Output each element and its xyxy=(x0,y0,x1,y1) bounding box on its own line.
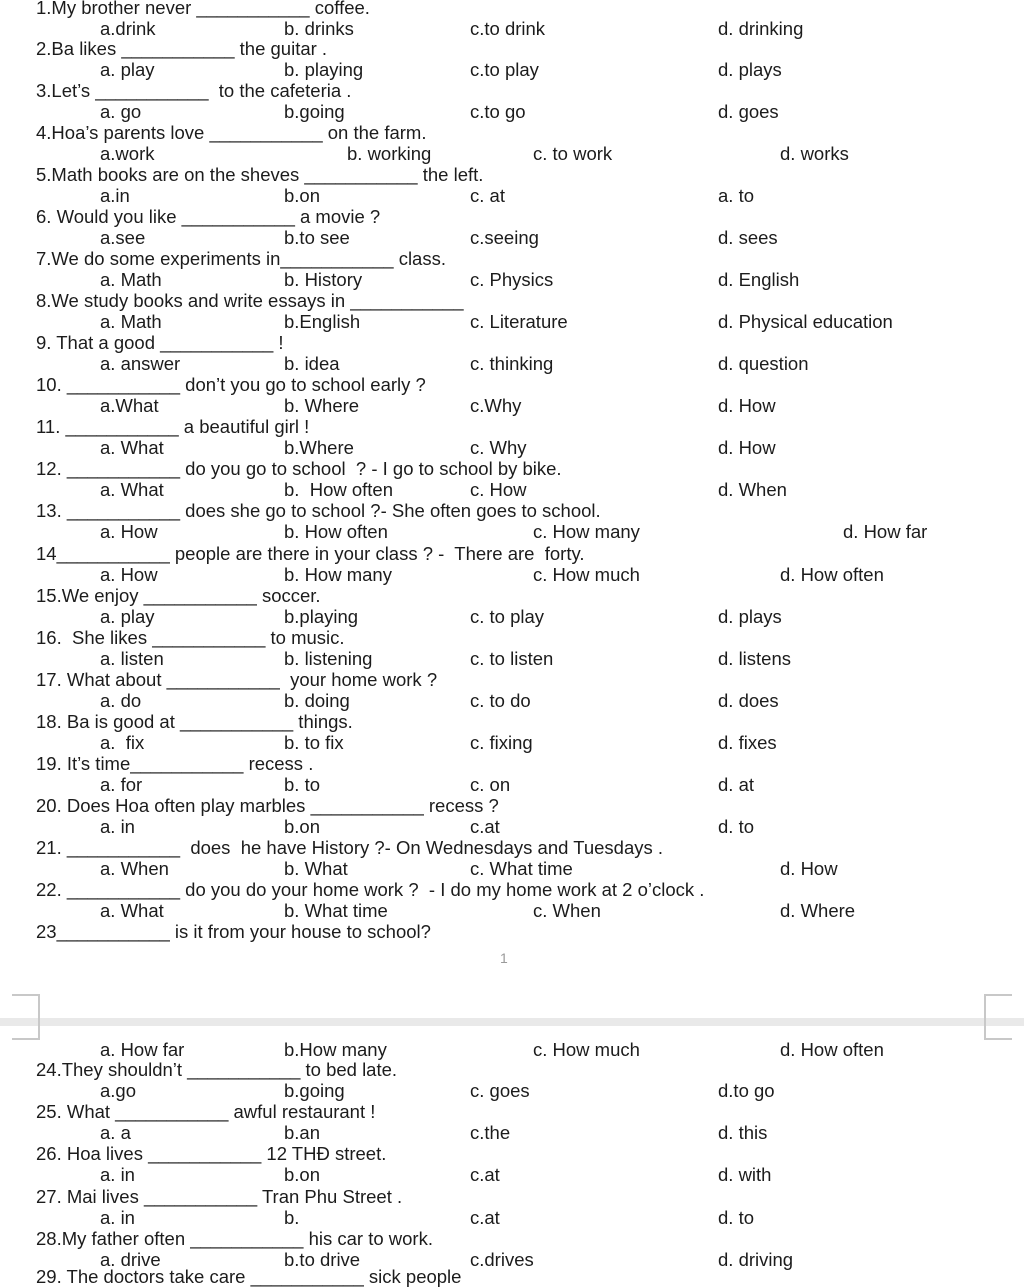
answer-option-b: b. How often xyxy=(284,521,388,542)
answer-option-c: c.seeing xyxy=(470,227,539,248)
answer-option-c: c. to play xyxy=(470,606,545,627)
answer-option-a: a. What xyxy=(100,437,164,458)
question-stem: 25. What ___________ awful restaurant ! xyxy=(36,1101,376,1122)
question-stem: 2.Ba likes ___________ the guitar . xyxy=(36,38,328,59)
question-stem: 3.Let’s ___________ to the cafeteria . xyxy=(36,80,352,101)
question-stem: 5.Math books are on the sheves ___________ the left. xyxy=(36,164,484,185)
answer-option-c: c.at xyxy=(470,1164,500,1185)
answer-option-c: c.to drink xyxy=(470,18,546,39)
question-stem: 15.We enjoy ___________ soccer. xyxy=(36,585,321,606)
answer-option-c: c. on xyxy=(470,774,511,795)
answer-option-a: a.go xyxy=(100,1080,137,1101)
answer-option-a: a.drink xyxy=(100,18,156,39)
answer-option-a: a. for xyxy=(100,774,143,795)
answer-option-b: b. idea xyxy=(284,353,340,374)
answer-option-b: b. to fix xyxy=(284,732,344,753)
answer-option-b: b.Where xyxy=(284,437,354,458)
answer-option-b: b. How often xyxy=(284,479,394,500)
answer-option-d: d. goes xyxy=(718,101,779,122)
answer-option-b: b.going xyxy=(284,1080,345,1101)
answer-option-a: a. answer xyxy=(100,353,181,374)
answer-option-a: a. do xyxy=(100,690,142,711)
answer-option-b: b. working xyxy=(347,143,432,164)
answer-option-c: c.drives xyxy=(470,1249,534,1270)
question-stem: 22. ___________ do you do your home work ? - I do my home work at 2 o’clock . xyxy=(36,879,705,900)
answer-option-d: d. at xyxy=(718,774,754,795)
page-corner-mark xyxy=(984,1026,1012,1040)
answer-option-d: d. plays xyxy=(718,606,782,627)
answer-option-a: a. a xyxy=(100,1122,131,1143)
answer-option-b: b.to see xyxy=(284,227,350,248)
page-separator xyxy=(0,1018,1024,1026)
answer-option-a: a.work xyxy=(100,143,155,164)
answer-option-b: b.on xyxy=(284,1164,321,1185)
answer-option-d: d. When xyxy=(718,479,787,500)
answer-option-c: c.Why xyxy=(470,395,522,416)
question-stem: 27. Mai lives ___________ Tran Phu Street . xyxy=(36,1186,403,1207)
answer-option-a: a. listen xyxy=(100,648,164,669)
question-stem: 1.My brother never ___________ coffee. xyxy=(36,0,370,18)
answer-option-b: b. playing xyxy=(284,59,364,80)
answer-option-a: a. How xyxy=(100,564,158,585)
question-stem: 12. ___________ do you go to school ? - I go to school by bike. xyxy=(36,458,562,479)
answer-option-b: b.English xyxy=(284,311,361,332)
question-stem: 26. Hoa lives ___________ 12 THĐ street. xyxy=(36,1143,387,1164)
answer-option-c: c. When xyxy=(533,900,601,921)
page-corner-mark xyxy=(12,994,40,1026)
answer-option-b: b. to xyxy=(284,774,320,795)
answer-option-a: a. go xyxy=(100,101,142,122)
answer-option-d: d. listens xyxy=(718,648,792,669)
answer-option-d: d. English xyxy=(718,269,800,290)
answer-option-d: d. fixes xyxy=(718,732,777,753)
answer-option-a: a. play xyxy=(100,606,155,627)
question-stem: 20. Does Hoa often play marbles ___________ recess ? xyxy=(36,795,499,816)
answer-option-a: a. in xyxy=(100,1164,135,1185)
answer-option-d: d. How xyxy=(780,858,838,879)
answer-option-c: c.the xyxy=(470,1122,511,1143)
answer-option-d: d. Where xyxy=(780,900,856,921)
question-stem: 21. ___________ does he have History ?- On Wednesdays and Tuesdays . xyxy=(36,837,664,858)
answer-option-d: d. works xyxy=(780,143,849,164)
answer-option-a: a. fix xyxy=(100,732,145,753)
answer-option-b: b.an xyxy=(284,1122,321,1143)
answer-option-d: d. How xyxy=(718,437,776,458)
answer-option-b: b. Where xyxy=(284,395,360,416)
answer-option-d: d. question xyxy=(718,353,809,374)
answer-option-d: d. How far xyxy=(843,521,928,542)
answer-option-a: a.see xyxy=(100,227,146,248)
answer-option-c: c. Why xyxy=(470,437,527,458)
answer-option-b: b. xyxy=(284,1207,300,1228)
question-stem: 28.My father often ___________ his car to work. xyxy=(36,1228,433,1249)
answer-option-a: a. in xyxy=(100,816,135,837)
question-stem: 10. ___________ don’t you go to school early ? xyxy=(36,374,426,395)
answer-option-c: c. goes xyxy=(470,1080,530,1101)
answer-option-b: b. listening xyxy=(284,648,373,669)
answer-option-b: b. What time xyxy=(284,900,388,921)
question-stem: 7.We do some experiments in___________ class. xyxy=(36,248,446,269)
answer-option-d: d. to xyxy=(718,816,754,837)
answer-option-c: c. to work xyxy=(533,143,613,164)
answer-option-d: d. How often xyxy=(780,1039,884,1060)
answer-option-d: d. with xyxy=(718,1164,772,1185)
answer-option-d: d. How often xyxy=(780,564,884,585)
cut-off-question: 29. The doctors take care ___________ sick people xyxy=(36,1266,462,1287)
answer-option-c: c.to go xyxy=(470,101,526,122)
question-stem: 9. That a good ___________ ! xyxy=(36,332,284,353)
question-stem: 19. It’s time___________ recess . xyxy=(36,753,314,774)
answer-option-c: c. at xyxy=(470,185,505,206)
answer-option-a: a. in xyxy=(100,1207,135,1228)
answer-option-a: a. What xyxy=(100,900,164,921)
answer-option-c: c. How xyxy=(470,479,527,500)
answer-option-d: d. plays xyxy=(718,59,782,80)
question-stem: 6. Would you like ___________ a movie ? xyxy=(36,206,381,227)
answer-option-a: a. Math xyxy=(100,311,162,332)
answer-option-b: b.playing xyxy=(284,606,359,627)
answer-option-d: a. to xyxy=(718,185,754,206)
answer-option-d: d. to xyxy=(718,1207,754,1228)
answer-option-d: d. drinking xyxy=(718,18,804,39)
answer-option-c: c. How much xyxy=(533,564,640,585)
answer-option-b: b.on xyxy=(284,185,321,206)
question-stem: 24.They shouldn’t ___________ to bed late. xyxy=(36,1059,398,1080)
question-stem: 13. ___________ does she go to school ?- She often goes to school. xyxy=(36,500,601,521)
answer-option-d: d. driving xyxy=(718,1249,794,1270)
answer-option-a: a. Math xyxy=(100,269,162,290)
answer-option-c: c.at xyxy=(470,1207,500,1228)
answer-option-c: c. thinking xyxy=(470,353,554,374)
answer-option-c: c. How much xyxy=(533,1039,640,1060)
question-stem: 18. Ba is good at ___________ things. xyxy=(36,711,353,732)
answer-option-c: c. Physics xyxy=(470,269,554,290)
answer-option-a: a. How far xyxy=(100,1039,185,1060)
question-stem: 16. She likes ___________ to music. xyxy=(36,627,345,648)
answer-option-d: d. this xyxy=(718,1122,768,1143)
answer-option-a: a. play xyxy=(100,59,155,80)
question-stem: 14___________ people are there in your class ? - There are forty. xyxy=(36,543,585,564)
page-corner-mark xyxy=(984,994,1012,1026)
question-stem: 4.Hoa’s parents love ___________ on the farm. xyxy=(36,122,427,143)
answer-option-a: a. How xyxy=(100,521,158,542)
answer-option-a: a. drive xyxy=(100,1249,161,1270)
question-stem: 23___________ is it from your house to school? xyxy=(36,921,431,942)
answer-option-b: b. What xyxy=(284,858,348,879)
question-stem: 17. What about ___________ your home work ? xyxy=(36,669,438,690)
answer-option-b: b.on xyxy=(284,816,321,837)
answer-option-b: b. History xyxy=(284,269,363,290)
answer-option-b: b. doing xyxy=(284,690,350,711)
answer-option-c: c. How many xyxy=(533,521,640,542)
question-stem: 11. ___________ a beautiful girl ! xyxy=(36,416,310,437)
answer-option-d: d. How xyxy=(718,395,776,416)
answer-option-a: a.What xyxy=(100,395,159,416)
answer-option-d: d. sees xyxy=(718,227,778,248)
answer-option-a: a. When xyxy=(100,858,169,879)
answer-option-c: c.to play xyxy=(470,59,539,80)
answer-option-b: b.to drive xyxy=(284,1249,361,1270)
page-number: 1 xyxy=(500,950,508,966)
answer-option-d: d. Physical education xyxy=(718,311,893,332)
answer-option-b: b.going xyxy=(284,101,345,122)
page-corner-mark xyxy=(12,1026,40,1040)
answer-option-c: c. Literature xyxy=(470,311,568,332)
answer-option-c: c. fixing xyxy=(470,732,533,753)
answer-option-c: c.at xyxy=(470,816,500,837)
answer-option-a: a. What xyxy=(100,479,164,500)
answer-option-b: b.How many xyxy=(284,1039,387,1060)
question-stem: 8.We study books and write essays in ___________ xyxy=(36,290,464,311)
answer-option-c: c. to do xyxy=(470,690,531,711)
answer-option-d: d. does xyxy=(718,690,779,711)
answer-option-b: b. drinks xyxy=(284,18,354,39)
answer-option-b: b. How many xyxy=(284,564,392,585)
answer-option-a: a.in xyxy=(100,185,130,206)
answer-option-c: c. What time xyxy=(470,858,573,879)
answer-option-d: d.to go xyxy=(718,1080,775,1101)
answer-option-c: c. to listen xyxy=(470,648,554,669)
